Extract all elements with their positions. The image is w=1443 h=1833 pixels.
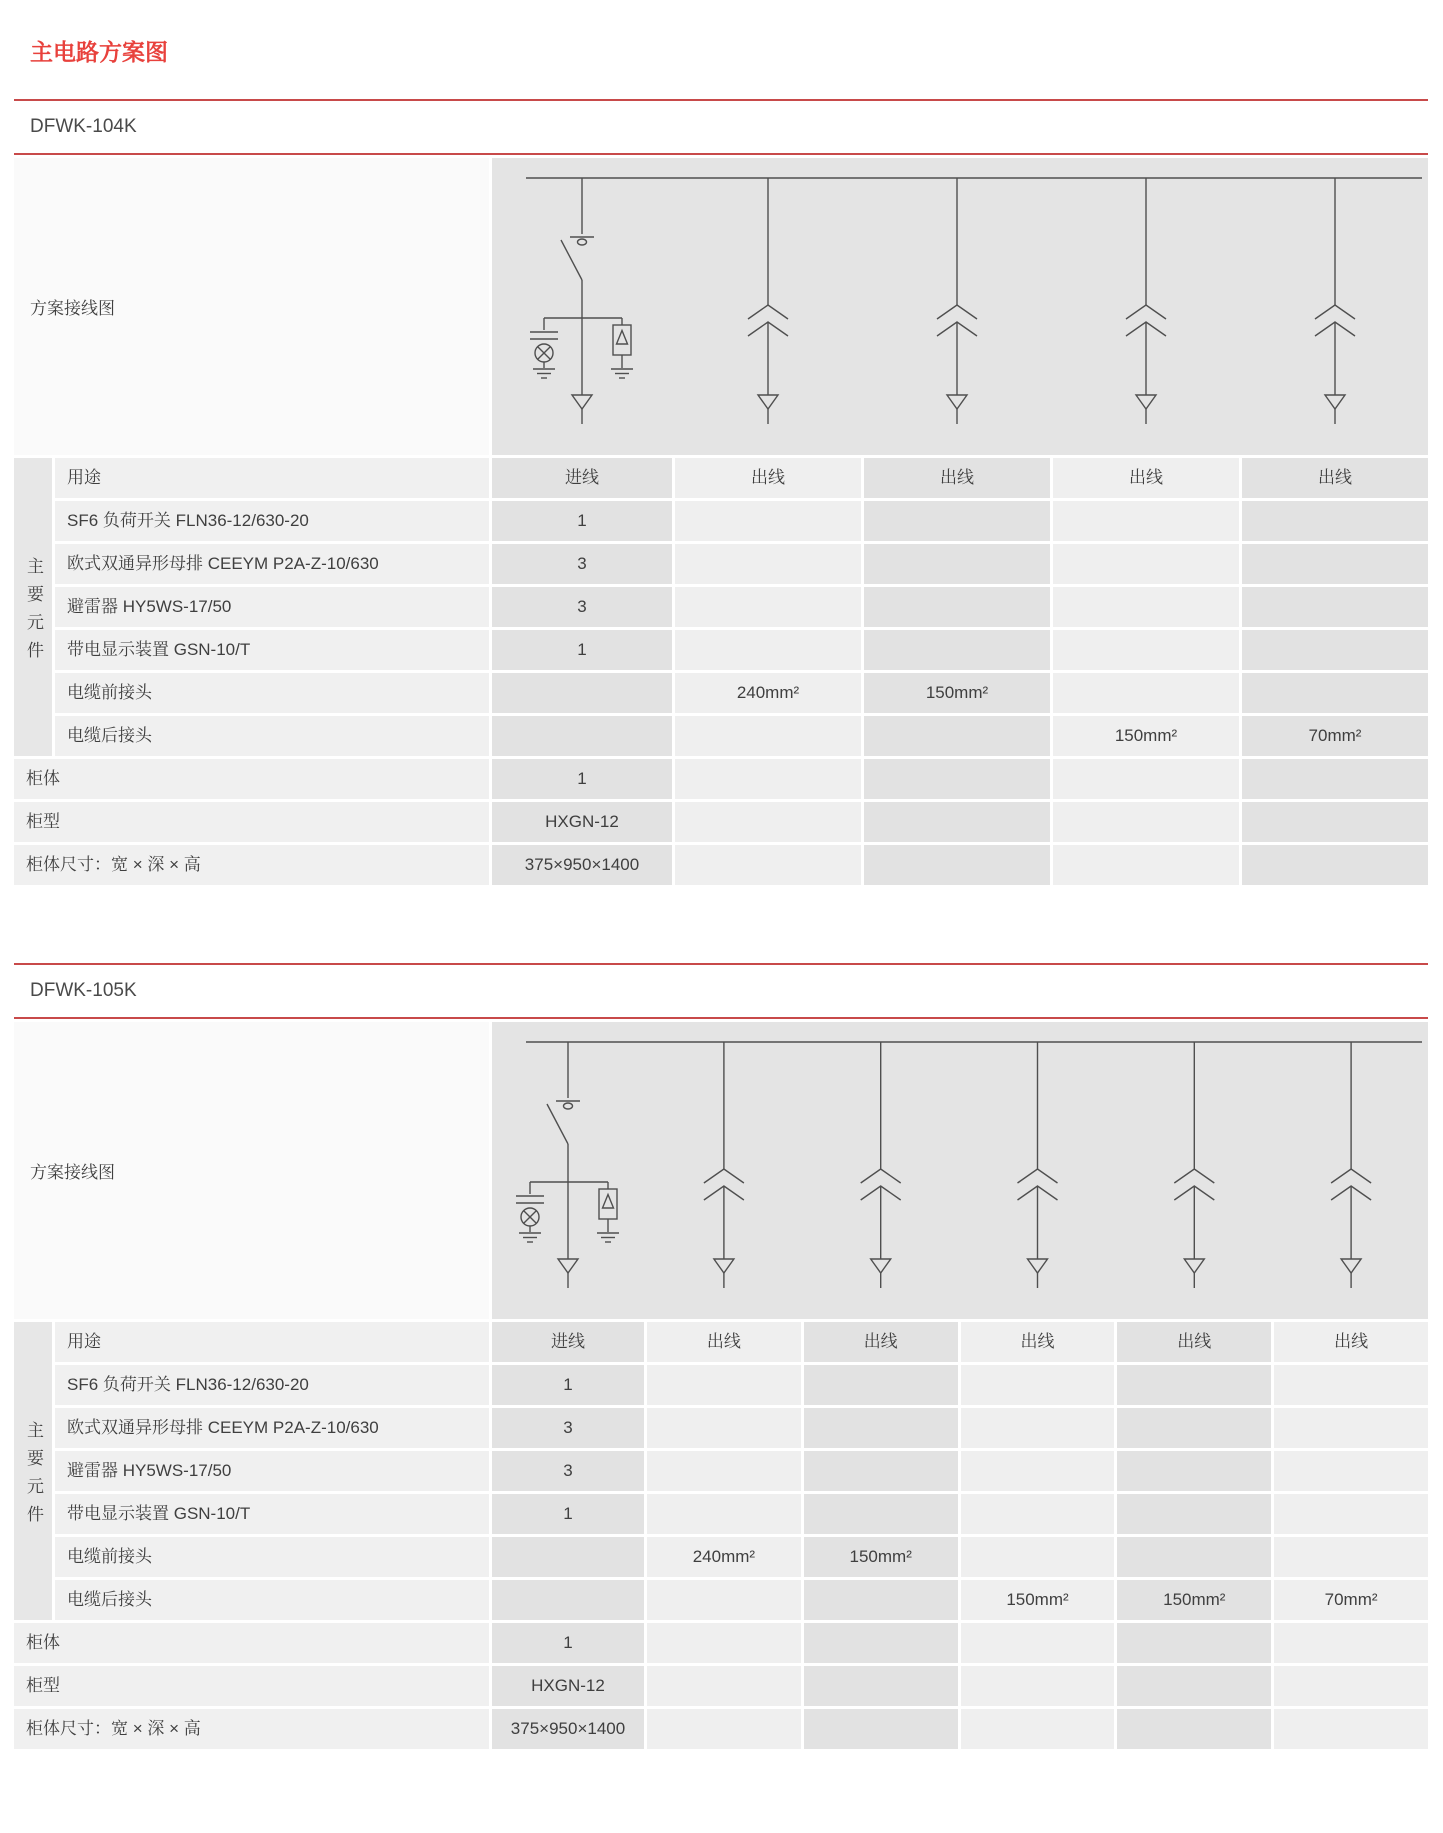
value-cell <box>1242 587 1428 627</box>
row-label-cell: 电缆后接头 <box>55 716 489 756</box>
value-cell <box>1274 1494 1428 1534</box>
value-cell <box>1117 1365 1271 1405</box>
value-cell <box>647 1365 801 1405</box>
value-cell <box>1274 1451 1428 1491</box>
value-cell <box>1053 759 1239 799</box>
value-cell <box>647 1494 801 1534</box>
value-cell <box>961 1365 1115 1405</box>
value-cell <box>864 759 1050 799</box>
col-header-cell: 出线 <box>647 1322 801 1362</box>
value-cell <box>1053 630 1239 670</box>
value-cell <box>804 1365 958 1405</box>
value-cell <box>492 1580 644 1620</box>
footer-label-cell: 柜体尺寸：宽 × 深 × 高 <box>14 845 489 885</box>
value-cell <box>961 1537 1115 1577</box>
value-cell <box>647 1623 801 1663</box>
value-cell <box>961 1451 1115 1491</box>
value-cell: 3 <box>492 544 672 584</box>
row-label-cell: 避雷器 HY5WS-17/50 <box>55 1451 489 1491</box>
value-cell: HXGN-12 <box>492 1666 644 1706</box>
usage-header-cell: 用途 <box>55 1322 489 1362</box>
value-cell <box>804 1451 958 1491</box>
value-cell: 1 <box>492 1494 644 1534</box>
outgoing-feeder <box>1315 178 1355 424</box>
value-cell <box>675 587 861 627</box>
value-cell <box>961 1623 1115 1663</box>
footer-label-cell: 柜体 <box>14 1623 489 1663</box>
value-cell <box>1053 673 1239 713</box>
product-section <box>14 963 1428 1749</box>
value-cell <box>1117 1666 1271 1706</box>
outgoing-feeder <box>1174 1042 1214 1288</box>
value-cell <box>1053 587 1239 627</box>
diagram-label: 方案接线图 <box>14 158 489 455</box>
value-cell <box>961 1408 1115 1448</box>
value-cell <box>1242 673 1428 713</box>
value-cell <box>1242 802 1428 842</box>
footer-label-cell: 柜型 <box>14 802 489 842</box>
value-cell <box>1274 1365 1428 1405</box>
row-label-cell: 带电显示装置 GSN-10/T <box>55 1494 489 1534</box>
usage-header-cell: 用途 <box>55 458 489 498</box>
value-cell: 3 <box>492 1451 644 1491</box>
value-cell: 70mm² <box>1274 1580 1428 1620</box>
value-cell <box>804 1580 958 1620</box>
value-cell <box>864 587 1050 627</box>
value-cell: 150mm² <box>864 673 1050 713</box>
sidebar-main-components: 主要元件 <box>14 458 52 756</box>
footer-label-cell: 柜型 <box>14 1666 489 1706</box>
value-cell: 150mm² <box>961 1580 1115 1620</box>
incoming-feeder <box>530 178 633 424</box>
page-title: 主电路方案图 <box>30 39 168 65</box>
col-header-cell: 进线 <box>492 458 672 498</box>
value-cell <box>961 1666 1115 1706</box>
row-label-cell: SF6 负荷开关 FLN36-12/630-20 <box>55 1365 489 1405</box>
value-cell <box>961 1494 1115 1534</box>
incoming-feeder <box>516 1042 619 1288</box>
value-cell <box>1274 1408 1428 1448</box>
outgoing-feeder <box>748 178 788 424</box>
value-cell <box>1117 1451 1271 1491</box>
col-header-cell: 出线 <box>961 1322 1115 1362</box>
value-cell <box>647 1709 801 1749</box>
value-cell: 1 <box>492 501 672 541</box>
value-cell <box>492 716 672 756</box>
value-cell <box>864 716 1050 756</box>
value-cell <box>675 716 861 756</box>
model-name: DFWK-105K <box>30 980 137 1001</box>
col-header-cell: 进线 <box>492 1322 644 1362</box>
outgoing-feeder <box>937 178 977 424</box>
value-cell <box>1274 1666 1428 1706</box>
value-cell <box>1274 1623 1428 1663</box>
row-label-cell: 电缆后接头 <box>55 1580 489 1620</box>
sidebar-main-components: 主要元件 <box>14 1322 52 1620</box>
row-label-cell: 电缆前接头 <box>55 673 489 713</box>
outgoing-feeder <box>861 1042 901 1288</box>
row-label-cell: 电缆前接头 <box>55 1537 489 1577</box>
value-cell <box>864 501 1050 541</box>
value-cell <box>1053 802 1239 842</box>
row-label-cell: SF6 负荷开关 FLN36-12/630-20 <box>55 501 489 541</box>
row-label-cell: 欧式双通异形母排 CEEYM P2A-Z-10/630 <box>55 544 489 584</box>
col-header-cell: 出线 <box>675 458 861 498</box>
col-header-cell: 出线 <box>864 458 1050 498</box>
value-cell: 150mm² <box>1053 716 1239 756</box>
outgoing-feeder <box>1126 178 1166 424</box>
value-cell <box>804 1494 958 1534</box>
col-header-cell: 出线 <box>1053 458 1239 498</box>
value-cell: 375×950×1400 <box>492 1709 644 1749</box>
value-cell <box>1053 544 1239 584</box>
diagram-row <box>14 1022 1428 1319</box>
value-cell <box>675 759 861 799</box>
value-cell <box>1117 1709 1271 1749</box>
catalog-page <box>14 0 1428 1749</box>
diagram-row <box>14 158 1428 455</box>
value-cell <box>1242 759 1428 799</box>
value-cell <box>1117 1494 1271 1534</box>
value-cell <box>675 845 861 885</box>
value-cell: 150mm² <box>804 1537 958 1577</box>
row-label-cell: 带电显示装置 GSN-10/T <box>55 630 489 670</box>
col-header-cell: 出线 <box>804 1322 958 1362</box>
value-cell <box>1117 1537 1271 1577</box>
single-line-circuit-diagram <box>492 1022 1428 1319</box>
value-cell <box>675 802 861 842</box>
value-cell <box>961 1709 1115 1749</box>
col-header-cell: 出线 <box>1117 1322 1271 1362</box>
value-cell <box>804 1666 958 1706</box>
footer-label-cell: 柜体 <box>14 759 489 799</box>
value-cell <box>647 1580 801 1620</box>
value-cell <box>864 544 1050 584</box>
value-cell <box>804 1408 958 1448</box>
value-cell <box>1242 845 1428 885</box>
value-cell: 3 <box>492 587 672 627</box>
value-cell: 150mm² <box>1117 1580 1271 1620</box>
value-cell <box>1274 1709 1428 1749</box>
value-cell <box>1117 1623 1271 1663</box>
row-label-cell: 避雷器 HY5WS-17/50 <box>55 587 489 627</box>
value-cell <box>864 845 1050 885</box>
outgoing-feeder <box>704 1042 744 1288</box>
product-section <box>14 99 1428 885</box>
spec-table <box>14 458 1428 885</box>
footer-label-cell: 柜体尺寸：宽 × 深 × 高 <box>14 1709 489 1749</box>
value-cell <box>492 673 672 713</box>
value-cell <box>675 501 861 541</box>
outgoing-feeder <box>1331 1042 1371 1288</box>
value-cell <box>675 544 861 584</box>
value-cell <box>647 1666 801 1706</box>
value-cell <box>675 630 861 670</box>
value-cell <box>647 1408 801 1448</box>
value-cell <box>864 630 1050 670</box>
model-name: DFWK-104K <box>30 116 137 137</box>
row-label-cell: 欧式双通异形母排 CEEYM P2A-Z-10/630 <box>55 1408 489 1448</box>
value-cell: 70mm² <box>1242 716 1428 756</box>
value-cell: 1 <box>492 630 672 670</box>
outgoing-feeder <box>1018 1042 1058 1288</box>
value-cell <box>647 1451 801 1491</box>
value-cell <box>1053 501 1239 541</box>
red-rule <box>14 153 1428 155</box>
value-cell <box>1117 1408 1271 1448</box>
value-cell: 240mm² <box>675 673 861 713</box>
value-cell <box>804 1623 958 1663</box>
sections-container <box>14 99 1428 1749</box>
value-cell: 3 <box>492 1408 644 1448</box>
value-cell <box>864 802 1050 842</box>
col-header-cell: 出线 <box>1242 458 1428 498</box>
red-rule <box>14 1017 1428 1019</box>
value-cell <box>1242 544 1428 584</box>
value-cell <box>492 1537 644 1577</box>
value-cell <box>1053 845 1239 885</box>
single-line-circuit-diagram <box>492 158 1428 455</box>
diagram-label: 方案接线图 <box>14 1022 489 1319</box>
spec-table <box>14 1322 1428 1749</box>
value-cell: HXGN-12 <box>492 802 672 842</box>
value-cell: 375×950×1400 <box>492 845 672 885</box>
value-cell: 240mm² <box>647 1537 801 1577</box>
value-cell: 1 <box>492 759 672 799</box>
col-header-cell: 出线 <box>1274 1322 1428 1362</box>
value-cell <box>1242 630 1428 670</box>
value-cell <box>804 1709 958 1749</box>
value-cell: 1 <box>492 1365 644 1405</box>
value-cell: 1 <box>492 1623 644 1663</box>
value-cell <box>1274 1537 1428 1577</box>
value-cell <box>1242 501 1428 541</box>
